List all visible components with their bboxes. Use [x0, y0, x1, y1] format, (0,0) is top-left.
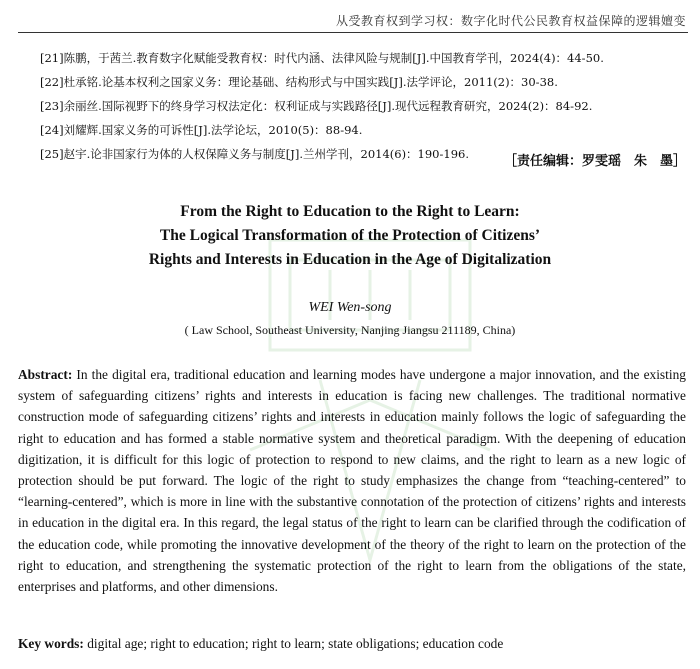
- reference-22: [22]杜承铭.论基本权利之国家义务：理论基础、结构形式与中国实践[J].法学评论，2011(2)：30-38.: [40, 75, 558, 89]
- reference-list: [40, 46, 686, 166]
- reference-25: [25]赵宇.论非国家行为体的人权保障义务与制度[J].兰州学刊，2014(6)：190-196.: [40, 147, 469, 161]
- author-affiliation: ( Law School, Southeast University, Nanjing Jiangsu 211189, China): [184, 323, 516, 337]
- reference-23: [23]余丽丝.国际视野下的终身学习权法定化：权利证成与实践路径[J].现代远程教育研究，2024(2)：84-92.: [40, 99, 593, 113]
- abstract-label: Abstract:: [18, 367, 73, 382]
- keywords-label: Key words:: [18, 636, 84, 651]
- reference-21: [21]陈鹏，于茜兰.教育数字化赋能受教育权：时代内涵、法律风险与规制[J].中国教育学刊，2024(4)：44-50.: [40, 51, 604, 65]
- title-line-3: Rights and Interests in Education in the Age of Digitalization: [148, 251, 552, 268]
- reference-24: [24]刘耀辉.国家义务的可诉性[J].法学论坛，2010(5)：88-94.: [40, 123, 363, 137]
- abstract-text: In the digital era, traditional education and learning modes have undergone a major innovation, and the existing system of safeguarding citizens’ rights and interests in education is facing new challenges. The traditional normative construction mode of safeguarding citizens’ rights and interests in education mainly follows the logic of safeguarding the right to education and has formed a stable normative system and theoretical paradigm. With the deepening of education digitization, it is difficult for this logic of protection to respond to new claims, and the right to learn as a new logic of protection should be put forward. The logic of the right to study emphasizes the change from “teaching-centered” to “learning-centered”, which is more in line with the substantive connotation of the protection of citizens’ rights and interests in education in the digital era. In this regard, the legal status of the right to learn can be clarified through the codification of the education code, while promoting the innovative development of the theory of the right to learn on the protection of the right to education, and strengthening the systematic protection of the right to learn from the obligations of the state, enterprises and platforms, and other dimensions.: [18, 367, 686, 595]
- running-header: 从受教育权到学习权：数字化时代公民教育权益保障的逻辑嬗变: [335, 14, 686, 28]
- abstract: [18, 364, 686, 597]
- editor-note: ［责任编辑：罗雯瑶 朱 墨］: [503, 154, 686, 169]
- keywords: [18, 636, 686, 652]
- header-rule: [18, 32, 688, 33]
- title-line-1: From the Right to Education to the Right to Learn:: [180, 203, 520, 220]
- author-name: WEI Wen-song: [308, 300, 392, 315]
- article-title: [0, 200, 700, 272]
- title-line-2: The Logical Transformation of the Protection of Citizens’: [159, 227, 541, 244]
- keywords-text: digital age; right to education; right to learn; state obligations; education code: [87, 636, 504, 651]
